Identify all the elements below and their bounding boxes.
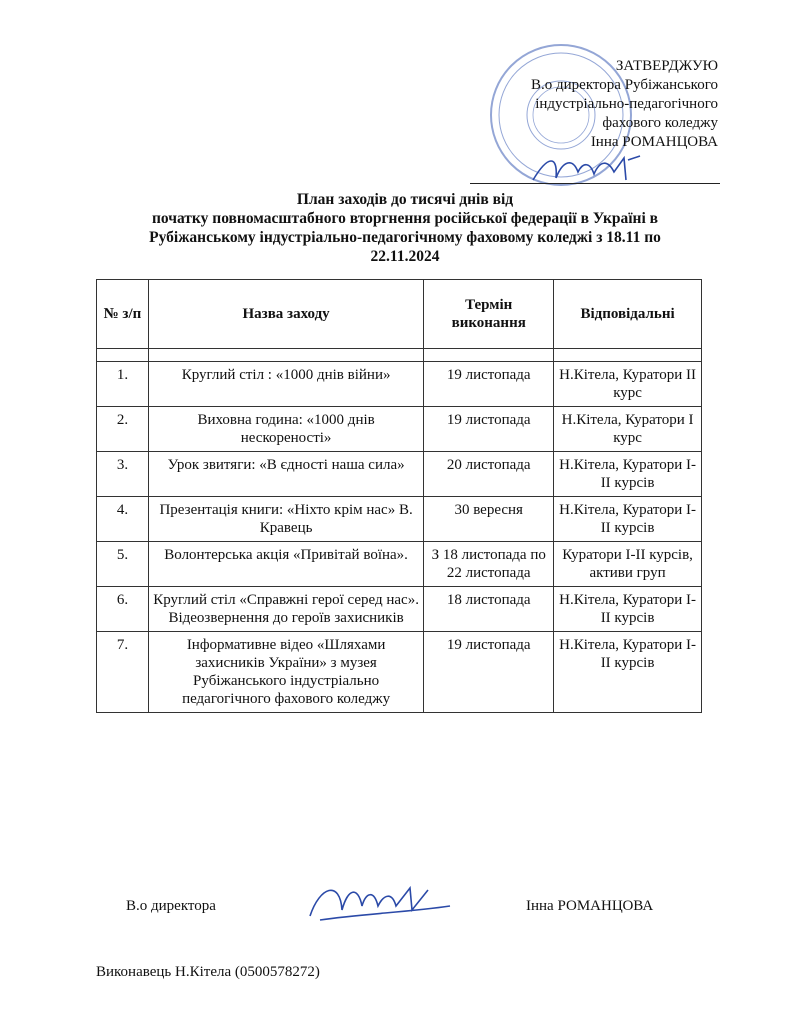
table-row: [97, 452, 702, 497]
approval-name: Інна РОМАНЦОВА: [590, 134, 718, 150]
table-header-row: [97, 280, 702, 349]
cell-name: Волонтерська акція «Привітай воїна».: [148, 542, 423, 587]
table-row: [97, 587, 702, 632]
header-num: № з/п: [97, 280, 149, 349]
cell-name: Презентація книги: «Ніхто крім нас» В. Кравець: [148, 497, 423, 542]
cell-resp: Н.Кітела, Куратори ІІ курс: [554, 362, 702, 407]
table-row: [97, 407, 702, 452]
header-resp: Відповідальні: [554, 280, 702, 349]
table-row: [97, 497, 702, 542]
cell-term: 19 листопада: [424, 407, 554, 452]
cell-num: 6.: [97, 587, 149, 632]
cell-name: Виховна година: «1000 днів нескореності»: [148, 407, 423, 452]
table-row: [97, 542, 702, 587]
cell-num: 7.: [97, 632, 149, 713]
cell-resp: Н.Кітела, Куратори І-ІІ курсів: [554, 497, 702, 542]
cell-name: Інформативне відео «Шляхами захисників України» з музея Рубіжанського індустріально педагогічного фахового коледжу: [148, 632, 423, 713]
approval-heading: ЗАТВЕРДЖУЮ: [615, 58, 718, 74]
cell-resp: Н.Кітела, Куратори І-ІІ курсів: [554, 632, 702, 713]
cell-term: 18 листопада: [424, 587, 554, 632]
header-term: Термін виконання: [424, 280, 554, 349]
executor-line: Виконавець Н.Кітела (0500578272): [96, 964, 320, 980]
events-table: [96, 279, 702, 713]
cell-name: Круглий стіл «Справжні герої серед нас». Відеозвернення до героїв захисників: [148, 587, 423, 632]
title-line-3: Рубіжанському індустріально-педагогічному фаховому коледжі з 18.11 по: [149, 229, 661, 246]
title-line-1: План заходів до тисячі днів від: [296, 191, 514, 208]
title-line-2: початку повномасштабного вторгнення російської федерації в Україні в: [151, 210, 659, 227]
cell-resp: Куратори І-ІІ курсів, активи груп: [554, 542, 702, 587]
cell-name: Урок звитяги: «В єдності наша сила»: [148, 452, 423, 497]
table-row: [97, 362, 702, 407]
footer-position: В.о директора: [126, 898, 216, 914]
title-line-4: 22.11.2024: [370, 248, 440, 265]
footer-director-name: Інна РОМАНЦОВА: [526, 898, 654, 914]
table-spacer-row: [97, 349, 702, 362]
cell-term: З 18 листопада по 22 листопада: [424, 542, 554, 587]
header-name: Назва заходу: [148, 280, 423, 349]
cell-num: 2.: [97, 407, 149, 452]
approval-institution-1: індустріально-педагогічного: [535, 96, 718, 112]
cell-resp: Н.Кітела, Куратори І-ІІ курсів: [554, 587, 702, 632]
cell-term: 20 листопада: [424, 452, 554, 497]
approval-position: В.о директора Рубіжанського: [531, 77, 718, 93]
approval-institution-2: фахового коледжу: [602, 115, 718, 131]
cell-resp: Н.Кітела, Куратори І курс: [554, 407, 702, 452]
director-signature-icon: [300, 876, 460, 928]
cell-num: 3.: [97, 452, 149, 497]
signature-line: [470, 183, 720, 184]
cell-num: 5.: [97, 542, 149, 587]
document-title: [90, 190, 720, 266]
cell-num: 1.: [97, 362, 149, 407]
approval-block: [486, 57, 718, 152]
table-row: [97, 632, 702, 713]
cell-resp: Н.Кітела, Куратори І-ІІ курсів: [554, 452, 702, 497]
cell-name: Круглий стіл : «1000 днів війни»: [148, 362, 423, 407]
cell-num: 4.: [97, 497, 149, 542]
cell-term: 19 листопада: [424, 362, 554, 407]
cell-term: 30 вересня: [424, 497, 554, 542]
cell-term: 19 листопада: [424, 632, 554, 713]
